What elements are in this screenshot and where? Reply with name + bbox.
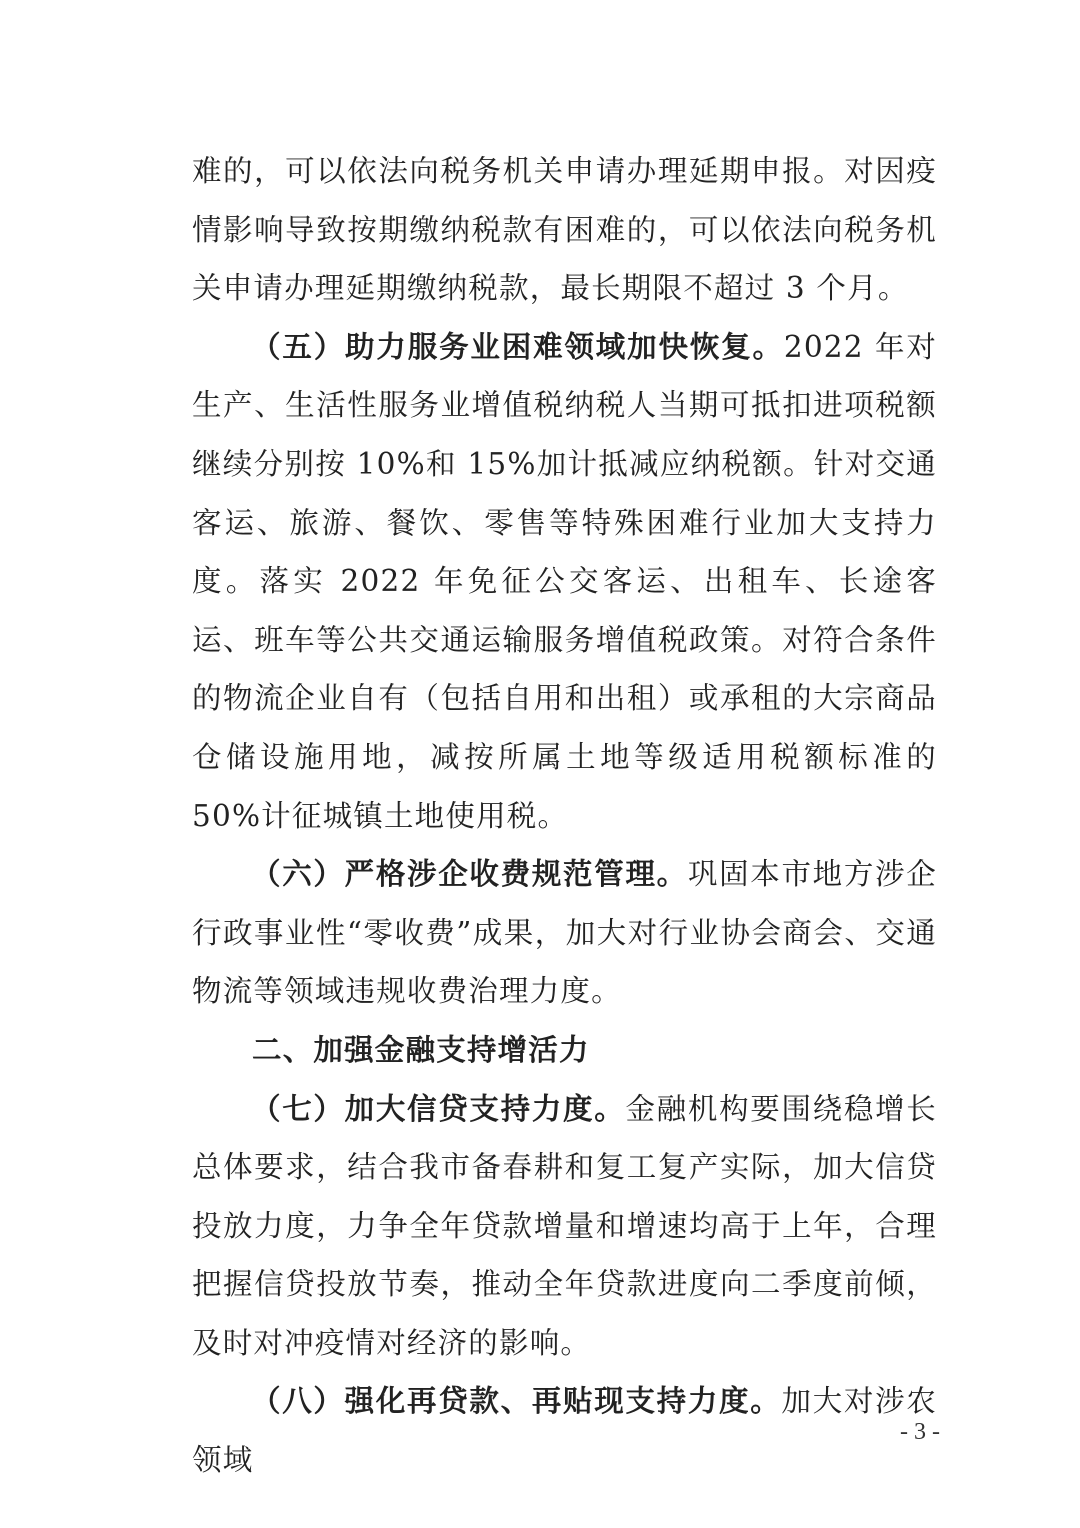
paragraph-lead: （六）严格涉企收费规范管理。 (251, 857, 688, 892)
paragraph-item-7 (192, 1080, 937, 1373)
paragraph-text: 金融机构要围绕稳增长总体要求，结合我市备春耕和复工复产实际，加大信贷投放力度，力争全年贷款增量和增速均高于上年，合理把握信贷投放节奏，推动全年贷款进度向二季度前倾，及时对冲疫情对经济的影响。 (192, 1091, 937, 1360)
paragraph-text: 巩固本市地方涉企行政事业性“零收费”成果，加大对行业协会商会、交通物流等领域违规收费治理力度。 (192, 857, 937, 1009)
paragraph-text: 难的，可以依法向税务机关申请办理延期申报。对因疫情影响导致按期缴纳税款有困难的，可以依法向税务机关申请办理延期缴纳税款，最长期限不超过 3 个月。 (192, 154, 937, 306)
paragraph-lead: （八）强化再贷款、再贴现支持力度。 (251, 1384, 782, 1419)
paragraph-lead: （五）助力服务业困难领域加快恢复。 (251, 329, 784, 364)
paragraph-item-5 (192, 318, 937, 845)
paragraph-text: 加大对涉农领域 (192, 1384, 937, 1478)
document-body (192, 142, 937, 1490)
page-number: - 3 - (900, 1419, 940, 1445)
paragraph-item-8 (192, 1372, 937, 1489)
paragraph-continuation (192, 142, 937, 318)
section-heading: 二、加强金融支持增活力 (252, 1032, 590, 1067)
paragraph-item-6 (192, 845, 937, 1021)
paragraph-text: 2022 年对生产、生活性服务业增值税纳税人当期可抵扣进项税额继续分别按 10%和 15%加计抵减应纳税额。针对交通客运、旅游、餐饮、零售等特殊困难行业加大支持力度。落实 2022 年免征公交客运、出租车、长途客运、班车等公共交通运输服务增值税政策。对符合条件的物流企业自有（包括自用和出租）或承租的大宗商品仓储设施用地，减按所属土地等级适用税额标准的 50%计征城镇土地使用税。 (192, 329, 937, 833)
paragraph-lead: （七）加大信贷支持力度。 (251, 1091, 626, 1126)
